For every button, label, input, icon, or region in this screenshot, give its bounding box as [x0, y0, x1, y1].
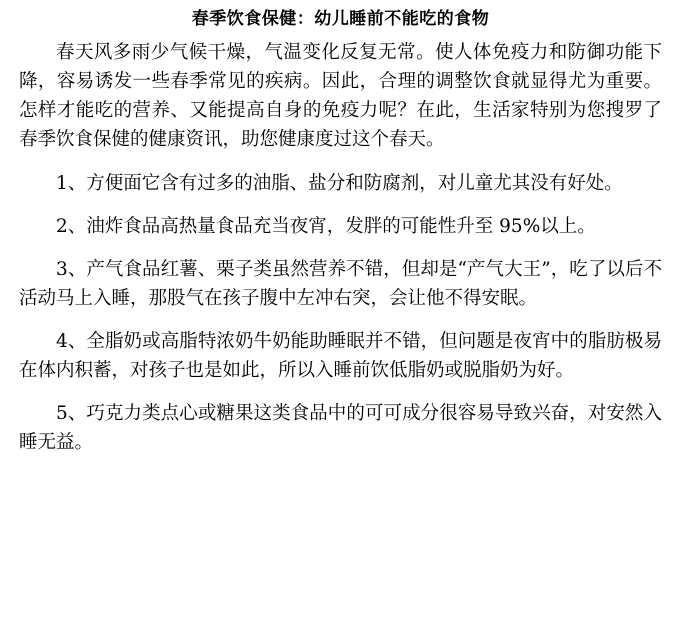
list-item-3: 3、产气食品红薯、栗子类虽然营养不错，但却是“产气大王”，吃了以后不活动马上入睡，那股气在孩子腹中左冲右突，会让他不得安眠。: [19, 259, 662, 309]
list-item-2: 2、油炸食品高热量食品充当夜宵，发胖的可能性升至 95%以上。: [56, 216, 596, 237]
list-item-4: 4、全脂奶或高脂特浓奶牛奶能助睡眠并不错，但问题是夜宵中的脂肪极易在体内积蓄，对孩子也是如此，所以入睡前饮低脂奶或脱脂奶为好。: [19, 331, 662, 381]
intro-paragraph: 春天风多雨少气候干燥，气温变化反复无常。使人体免疫力和防御功能下降，容易诱发一些春季常见的疾病。因此，合理的调整饮食就显得尤为重要。怎样才能吃的营养、又能提高自身的免疫力呢？在此，生活家特别为您搜罗了春季饮食保健的健康资讯，助您健康度过这个春天。: [19, 42, 662, 150]
document-title: 春季饮食保健：幼儿睡前不能吃的食物: [191, 9, 490, 29]
list-item-5: 5、巧克力类点心或糖果这类食品中的可可成分很容易导致兴奋，对安然入睡无益。: [19, 403, 662, 453]
list-item-1: 1、方便面它含有过多的油脂、盐分和防腐剂，对儿童尤其没有好处。: [56, 173, 623, 194]
